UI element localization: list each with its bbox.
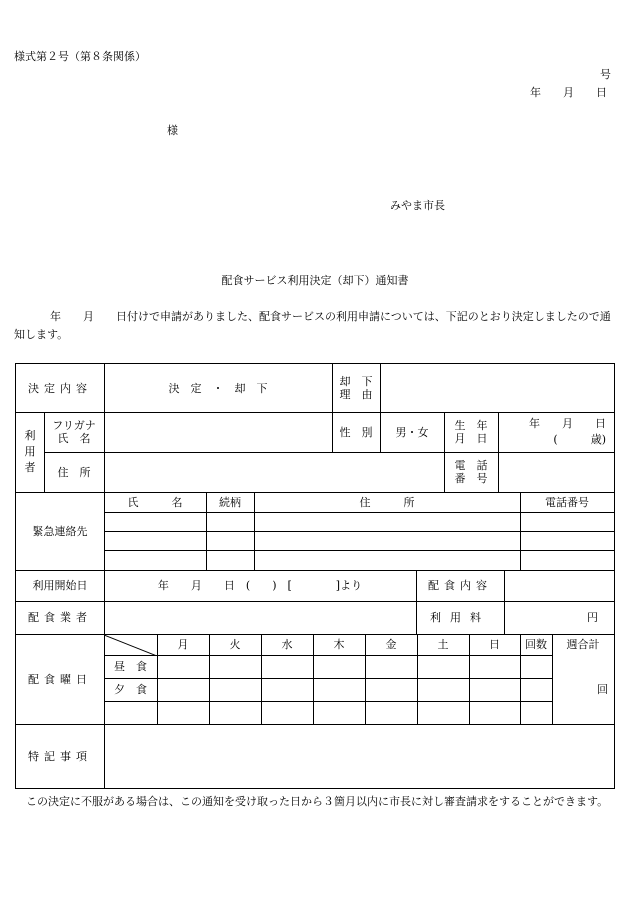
weekday-fri: 金: [385, 638, 397, 651]
appeal-notice: この決定に不服がある場合は、この通知を受け取った日から３箇月以内に市長に対し審査請求をすることができます。: [26, 795, 609, 808]
weekday-sun: 日: [489, 638, 500, 651]
weekly-total-label: 週合計: [566, 638, 600, 651]
address-field[interactable]: [104, 452, 444, 492]
remarks-field[interactable]: [104, 724, 614, 789]
weekday-mon: 月: [177, 638, 189, 651]
remarks-label: 特記事項: [28, 750, 92, 763]
meal-content-label: 配食内容: [428, 579, 492, 592]
emergency-col-relation: 続柄: [219, 495, 241, 509]
weekday-wed: 水: [281, 638, 293, 651]
gender-label: 性 別: [339, 425, 373, 439]
gender-options[interactable]: 男・女: [395, 425, 429, 439]
start-date-label: 利用開始日: [32, 579, 88, 592]
rejection-reason-label: 却 下 理 由: [339, 375, 373, 401]
count-label: 回数: [525, 638, 547, 651]
emergency-col-phone: 電話番号: [545, 495, 589, 509]
issuer-name: みやま市長: [390, 199, 445, 212]
number-suffix: 号: [600, 68, 611, 81]
start-date-field[interactable]: 年 月 日 ( ) [ ]より: [157, 579, 363, 592]
addressee-suffix: 様: [167, 124, 178, 137]
emergency-contact-label: 緊急連絡先: [32, 524, 88, 538]
emergency-col-name: 氏 名: [127, 495, 183, 509]
meal-dinner-label: 夕 食: [114, 683, 147, 696]
user-group-label: 利 用 者: [24, 429, 36, 474]
phone-label: 電 話 番 号: [454, 459, 488, 485]
phone-field[interactable]: [498, 452, 614, 492]
meal-content-field[interactable]: [504, 570, 614, 601]
weekday-thu: 木: [333, 638, 345, 651]
weekday-sat: 土: [437, 638, 449, 651]
decision-label: 決定内容: [28, 381, 92, 395]
notice-form-table: [15, 363, 615, 789]
emergency-col-address: 住 所: [359, 495, 415, 509]
decision-options[interactable]: 決 定 ・ 却 下: [168, 381, 268, 395]
weekly-total-unit: 回: [597, 683, 608, 696]
name-field[interactable]: [104, 412, 332, 452]
fee-label: 利用料: [430, 611, 490, 624]
issue-date: 年 月 日: [530, 86, 607, 99]
fee-unit: 円: [587, 611, 598, 624]
furigana-name-label: フリガナ 氏 名: [52, 419, 96, 445]
provider-label: 配食業者: [28, 611, 92, 624]
rejection-reason-field[interactable]: [380, 364, 614, 412]
provider-field[interactable]: [104, 601, 416, 634]
meal-lunch-label: 昼 食: [114, 660, 147, 673]
birthdate-field[interactable]: 年 月 日 ( 歳): [529, 417, 606, 446]
intro-paragraph: 年 月 日付けで申請がありました、配食サービスの利用申請については、下記のとおり決定しましたので通知します。: [14, 310, 611, 341]
header-diagonal: [104, 635, 157, 656]
address-label: 住 所: [57, 465, 91, 479]
form-code: 様式第２号（第８条関係）: [14, 50, 146, 63]
document-title: 配食サービス利用決定（却下）通知書: [221, 274, 409, 287]
birthdate-label: 生 年 月 日: [454, 419, 488, 445]
weekday-tue: 火: [229, 638, 241, 651]
delivery-days-label: 配食曜日: [28, 672, 92, 686]
